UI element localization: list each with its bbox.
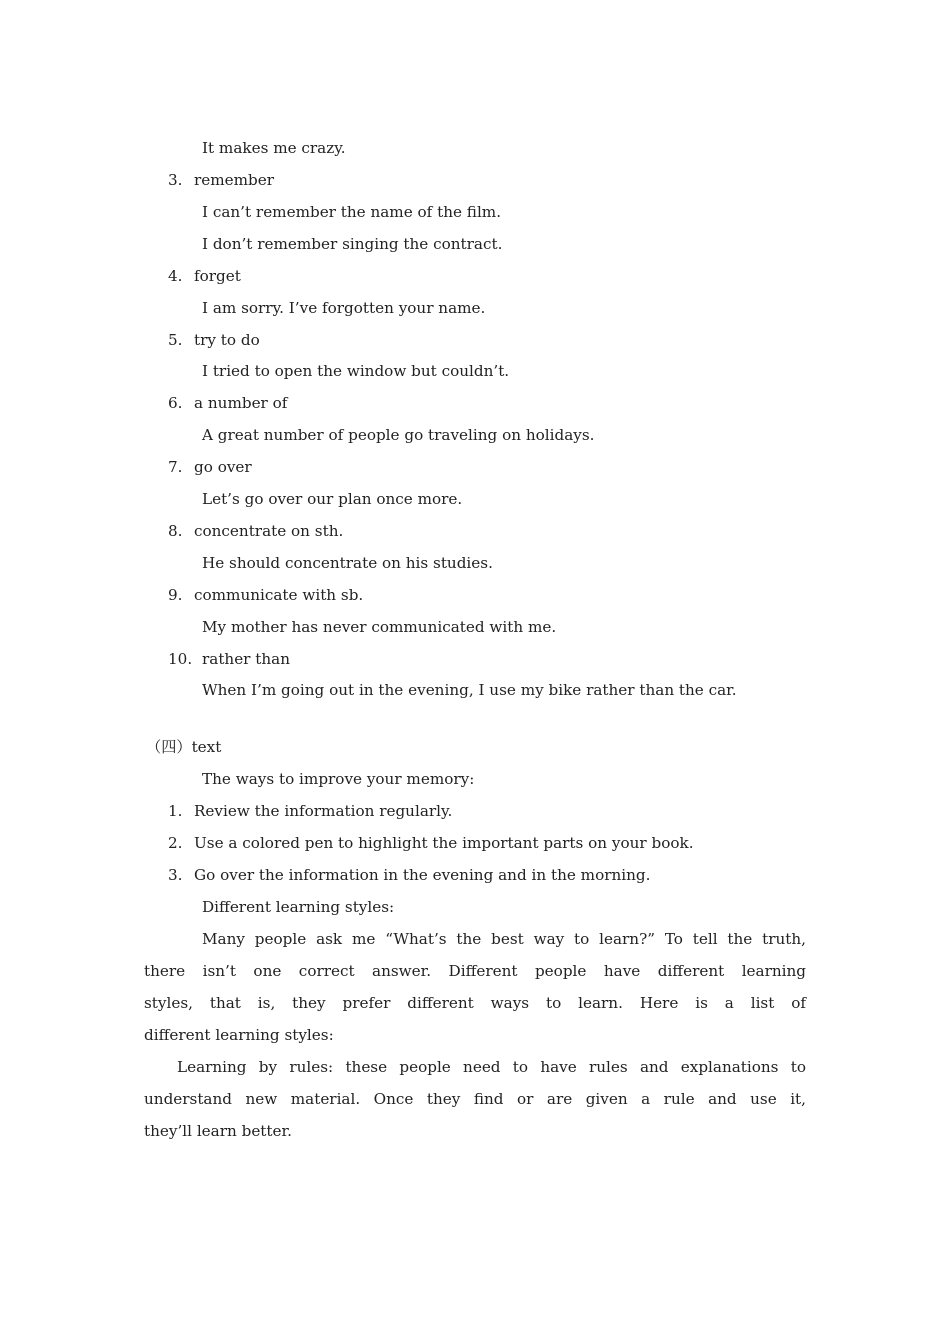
paragraph-line: Learning by rules: these people need to have rules and explanations to <box>177 1058 806 1076</box>
example-sentence: He should concentrate on his studies. <box>202 554 493 572</box>
example-sentence: A great number of people go traveling on holidays. <box>202 426 595 444</box>
subsection-title: The ways to improve your memory: <box>202 770 475 788</box>
section-heading: （四）text <box>146 738 222 756</box>
item-number: 4. <box>168 267 183 285</box>
paragraph-line: there isn’t one correct answer. Different people have different learning <box>144 962 806 980</box>
example-sentence: Let’s go over our plan once more. <box>202 490 463 508</box>
item-number: 10. <box>168 650 193 668</box>
item-number: 8. <box>168 522 183 540</box>
paragraph-line: styles, that is, they prefer different ways to learn. Here is a list of <box>144 994 806 1012</box>
phrase-term: forget <box>194 267 241 285</box>
phrase-term: try to do <box>194 331 260 349</box>
list-item: Go over the information in the evening and in the morning. <box>194 866 651 884</box>
item-number: 7. <box>168 458 183 476</box>
example-sentence: When I’m going out in the evening, I use my bike rather than the car. <box>202 681 737 699</box>
list-item: Review the information regularly. <box>194 802 453 820</box>
item-number: 2. <box>168 834 183 852</box>
example-sentence: I don’t remember singing the contract. <box>202 235 503 253</box>
example-sentence: I tried to open the window but couldn’t. <box>202 362 510 380</box>
item-number: 3. <box>168 866 183 884</box>
phrase-term: remember <box>194 171 275 189</box>
phrase-term: rather than <box>202 650 290 668</box>
paragraph-line: different learning styles: <box>144 1026 334 1044</box>
phrase-term: concentrate on sth. <box>194 522 344 540</box>
item-number: 1. <box>168 802 183 820</box>
paragraph-line: Many people ask me “What’s the best way to learn?” To tell the truth, <box>202 930 806 948</box>
item-number: 6. <box>168 394 183 412</box>
paragraph-line: they’ll learn better. <box>144 1122 292 1140</box>
item-number: 3. <box>168 171 183 189</box>
list-item: Use a colored pen to highlight the important parts on your book. <box>194 834 694 852</box>
phrase-term: a number of <box>194 394 288 412</box>
paragraph-line: understand new material. Once they find or are given a rule and use it, <box>144 1090 806 1108</box>
item-number: 5. <box>168 331 183 349</box>
phrase-term: communicate with sb. <box>194 586 364 604</box>
example-sentence: I can’t remember the name of the film. <box>202 203 502 221</box>
subsection-title: Different learning styles: <box>202 898 395 916</box>
item-number: 9. <box>168 586 183 604</box>
example-sentence: It makes me crazy. <box>202 139 346 157</box>
example-sentence: I am sorry. I’ve forgotten your name. <box>202 299 486 317</box>
example-sentence: My mother has never communicated with me. <box>202 618 557 636</box>
phrase-term: go over <box>194 458 252 476</box>
